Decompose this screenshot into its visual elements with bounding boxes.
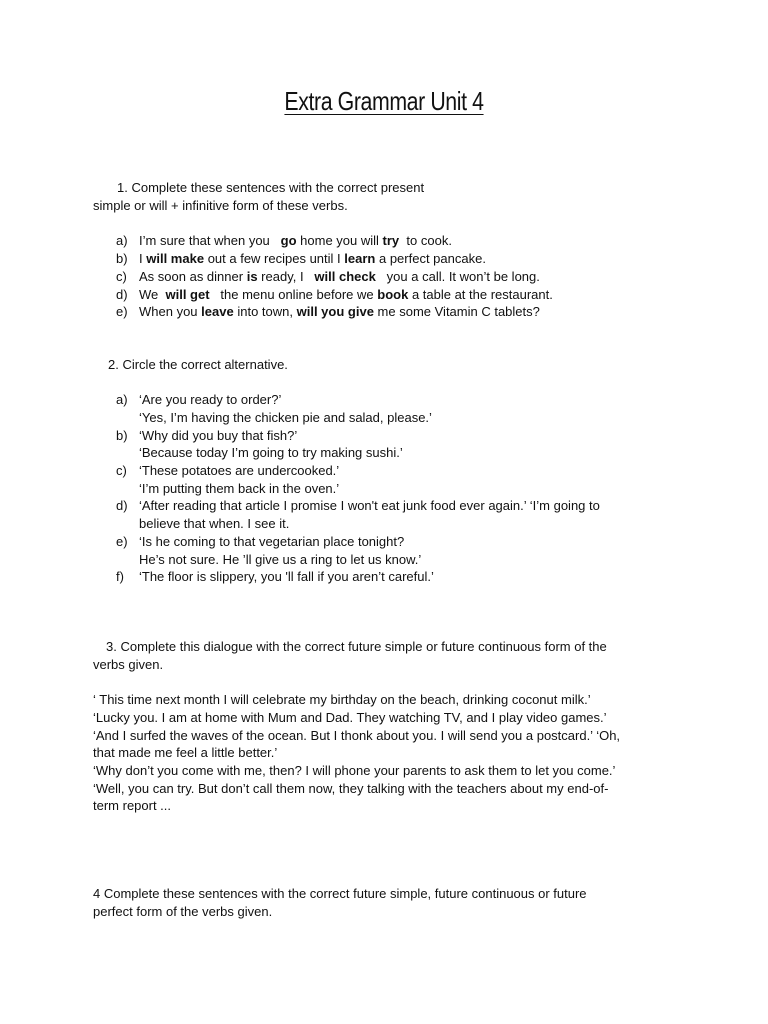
- ex4-heading-line2: perfect form of the verbs given.: [93, 904, 273, 919]
- ex2-item-e: e) ‘Is he coming to that vegetarian place tonight?: [116, 534, 405, 549]
- ex2-item-a-response: ‘Yes, I’m having the chicken pie and salad, please.’: [139, 410, 432, 425]
- ex4-heading-line1: 4 Complete these sentences with the correct future simple, future continuous or future: [93, 886, 587, 901]
- page-title: Extra Grammar Unit 4: [284, 86, 484, 116]
- ex2-item-c-response: ‘I’m putting them back in the oven.’: [139, 481, 340, 496]
- ex1-instruction-line2: simple or will + infinitive form of these verbs.: [93, 198, 348, 213]
- ex3-dialogue-line6: ‘Well, you can try. But don’t call them now, they talking with the teachers about my end-of-: [93, 781, 609, 796]
- ex2-item-e-response: He’s not sure. He ’ll give us a ring to let us know.’: [139, 552, 422, 567]
- ex2-item-b-response: ‘Because today I’m going to try making sushi.’: [139, 445, 403, 460]
- ex1-item-d: d) We will get the menu online before we book a table at the restaurant.: [116, 287, 553, 302]
- ex1-item-a: a) I’m sure that when you go home you will try to cook.: [116, 233, 452, 248]
- ex2-item-d: d) ‘After reading that article I promise I won't eat junk food ever again.’ ‘I’m going to: [116, 498, 600, 513]
- ex3-dialogue-line1: ‘ This time next month I will celebrate my birthday on the beach, drinking coconut milk.’: [93, 692, 591, 707]
- ex3-dialogue-line7: term report ...: [93, 798, 172, 813]
- ex2-item-f: f) ‘The floor is slippery, you 'll fall if you aren’t careful.’: [116, 569, 434, 584]
- ex2-heading: 2. Circle the correct alternative.: [108, 357, 288, 372]
- ex3-dialogue-line2: ‘Lucky you. I am at home with Mum and Dad. They watching TV, and I play video games.’: [93, 710, 607, 725]
- ex2-item-a: a) ‘Are you ready to order?’: [116, 392, 282, 407]
- ex3-heading-line1: 3. Complete this dialogue with the correct future simple or future continuous form of the: [106, 639, 607, 654]
- ex1-item-e: e) When you leave into town, will you give me some Vitamin C tablets?: [116, 304, 540, 319]
- ex2-item-d-continued: believe that when. I see it.: [139, 516, 290, 531]
- ex2-item-c: c) ‘These potatoes are undercooked.’: [116, 463, 340, 478]
- ex1-item-b: b) I will make out a few recipes until I learn a perfect pancake.: [116, 251, 486, 266]
- ex2-item-b: b) ‘Why did you buy that fish?’: [116, 428, 298, 443]
- ex3-dialogue-line4: that made me feel a little better.’: [93, 745, 278, 760]
- ex1-item-c: c) As soon as dinner is ready, I will check you a call. It won’t be long.: [116, 269, 540, 284]
- ex3-heading-line2: verbs given.: [93, 657, 164, 672]
- ex3-dialogue-line3: ‘And I surfed the waves of the ocean. But I thonk about you. I will send you a postcard.’ ‘Oh,: [93, 728, 621, 743]
- ex1-instruction-line1: 1. Complete these sentences with the correct present: [117, 180, 425, 195]
- ex3-dialogue-line5: ‘Why don’t you come with me, then? I will phone your parents to ask them to let you come.’: [93, 763, 616, 778]
